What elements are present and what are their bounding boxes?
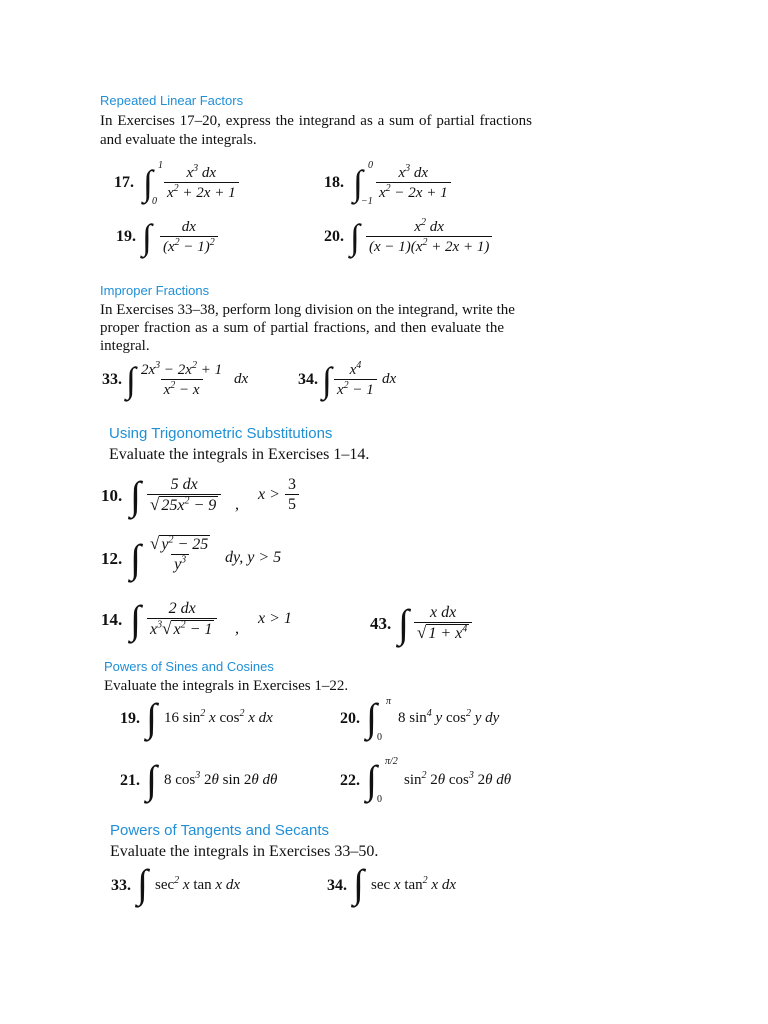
exercise-number: 43. bbox=[370, 614, 392, 633]
comma: , bbox=[235, 620, 239, 637]
condition-fraction: $\frac{3}{5}$ bbox=[285, 476, 299, 514]
intro-text: integral. bbox=[100, 338, 150, 354]
integral-sign: ∫ bbox=[353, 861, 364, 906]
integral-sign: ∫ bbox=[322, 360, 332, 400]
integrand-fraction: $\frac{2x^3 - 2x^2 + 1}{x^2 - x}$ bbox=[141, 360, 223, 398]
integral-sign: ∫ bbox=[353, 163, 363, 203]
lower-limit: 0 bbox=[377, 732, 382, 743]
integral-sign: ∫ bbox=[126, 360, 136, 400]
exercise-number: 33. bbox=[111, 877, 131, 894]
intro-text: proper fraction as a sum of partial fractions, and then evaluate the bbox=[100, 320, 504, 336]
section-heading-sines-cosines: Powers of Sines and Cosines bbox=[104, 659, 274, 674]
integral-sign: ∫ bbox=[142, 217, 152, 257]
upper-limit: π/2 bbox=[385, 756, 398, 767]
integrand: $\sec^2 x$ tan x dx bbox=[155, 875, 240, 893]
exercise-number: 20. bbox=[324, 228, 344, 245]
intro-text: Evaluate the integrals in Exercises 33–50. bbox=[110, 843, 379, 860]
exercise-number: 19. bbox=[116, 228, 136, 245]
integral-sign: ∫ bbox=[366, 695, 377, 740]
integral-sign: ∫ bbox=[350, 217, 360, 257]
differential: dx bbox=[234, 371, 249, 387]
exercise-number: 22. bbox=[340, 772, 360, 789]
intro-text: Evaluate the integrals in Exercises 1–22. bbox=[104, 678, 349, 694]
integral-sign: ∫ bbox=[366, 757, 377, 802]
exercise-number: 34. bbox=[298, 371, 318, 388]
section-heading-improper-fractions: Improper Fractions bbox=[100, 283, 210, 298]
integrand-fraction: $\frac{\text{x dx}}{√ 1 + x^4}$ bbox=[414, 604, 472, 643]
section-heading-repeated-linear-factors: Repeated Linear Factors bbox=[100, 93, 244, 108]
integrand-fraction: $\frac{x^2 dx}{(x - 1)(x^2 + 2x + 1)}$ bbox=[366, 218, 492, 256]
differential-condition: dy, y > 5 bbox=[225, 549, 282, 566]
integrand-fraction: $\frac{x^4}{x^2 - 1}$ bbox=[334, 361, 377, 399]
exercise-number: 17. bbox=[114, 174, 134, 191]
exercise-number: 19. bbox=[120, 710, 140, 727]
integral-sign: ∫ bbox=[146, 695, 157, 740]
integral-sign: ∫ bbox=[143, 163, 153, 203]
lower-limit: 0 bbox=[152, 196, 157, 207]
exercise-number: 21. bbox=[120, 772, 140, 789]
exercise-number: 20. bbox=[340, 710, 360, 727]
integral-sign: ∫ bbox=[130, 597, 141, 642]
condition: x > 1 bbox=[258, 610, 292, 627]
exercise-number: 12. bbox=[101, 549, 123, 568]
section-heading-trig-substitutions: Using Trigonometric Substitutions bbox=[109, 425, 333, 442]
section-heading-tangents-secants: Powers of Tangents and Secants bbox=[110, 822, 330, 839]
lower-limit: −1 bbox=[361, 196, 373, 207]
exercise-number: 34. bbox=[327, 877, 347, 894]
integrand-fraction: $\frac{5 dx}{√ 25x^2 - 9}$ bbox=[147, 476, 221, 515]
differential: dx bbox=[382, 371, 397, 387]
integral-sign: ∫ bbox=[130, 536, 141, 581]
integral-sign: ∫ bbox=[130, 473, 141, 518]
integrand-fraction: $\frac{2 dx}{x^3√ x^2 - 1}$ bbox=[147, 600, 217, 639]
integrand-fraction: $\frac{x^3 dx}{x^2 + 2x + 1}$ bbox=[164, 164, 239, 202]
upper-limit: 0 bbox=[368, 160, 373, 171]
intro-text: and evaluate the integrals. bbox=[100, 132, 257, 148]
intro-text: Evaluate the integrals in Exercises 1–14. bbox=[109, 446, 370, 463]
lower-limit: 0 bbox=[377, 794, 382, 805]
comma: , bbox=[235, 496, 239, 513]
upper-limit: 1 bbox=[158, 160, 163, 171]
integral-sign: ∫ bbox=[137, 861, 148, 906]
integrand-fraction: $\frac{√ y^2 - 25}{y^3}$ bbox=[150, 534, 209, 573]
integrand: sec x $\tan^2 x$ dx bbox=[371, 875, 456, 893]
integral-sign: ∫ bbox=[146, 757, 157, 802]
intro-text: In Exercises 17–20, express the integrand as a sum of partial fractions bbox=[100, 113, 532, 129]
exercise-number: 10. bbox=[101, 486, 123, 505]
condition: x > bbox=[258, 486, 280, 503]
exercise-number: 14. bbox=[101, 610, 123, 629]
exercise-number: 18. bbox=[324, 174, 344, 191]
integrand: 8 $\cos^3 2\theta$ sin 2θ dθ bbox=[164, 770, 278, 788]
upper-limit: π bbox=[386, 696, 392, 707]
integrand-fraction: $\frac{dx}{(x^2 - 1)^2}$ bbox=[160, 218, 218, 256]
integrand: $\sin^2 2\theta$ $\cos^3 2\theta$ dθ bbox=[404, 770, 512, 788]
integrand: 16 $\sin^2 x$ $\cos^2 x$ dx bbox=[164, 708, 273, 726]
intro-text: In Exercises 33–38, perform long division on the integrand, write the bbox=[100, 302, 515, 318]
integrand-fraction: $\frac{x^3 dx}{x^2 - 2x + 1}$ bbox=[376, 164, 451, 202]
integrand: 8 $\sin^4 y$ $\cos^2 y$ dy bbox=[398, 708, 500, 726]
integral-sign: ∫ bbox=[398, 601, 409, 646]
exercise-number: 33. bbox=[102, 371, 122, 388]
